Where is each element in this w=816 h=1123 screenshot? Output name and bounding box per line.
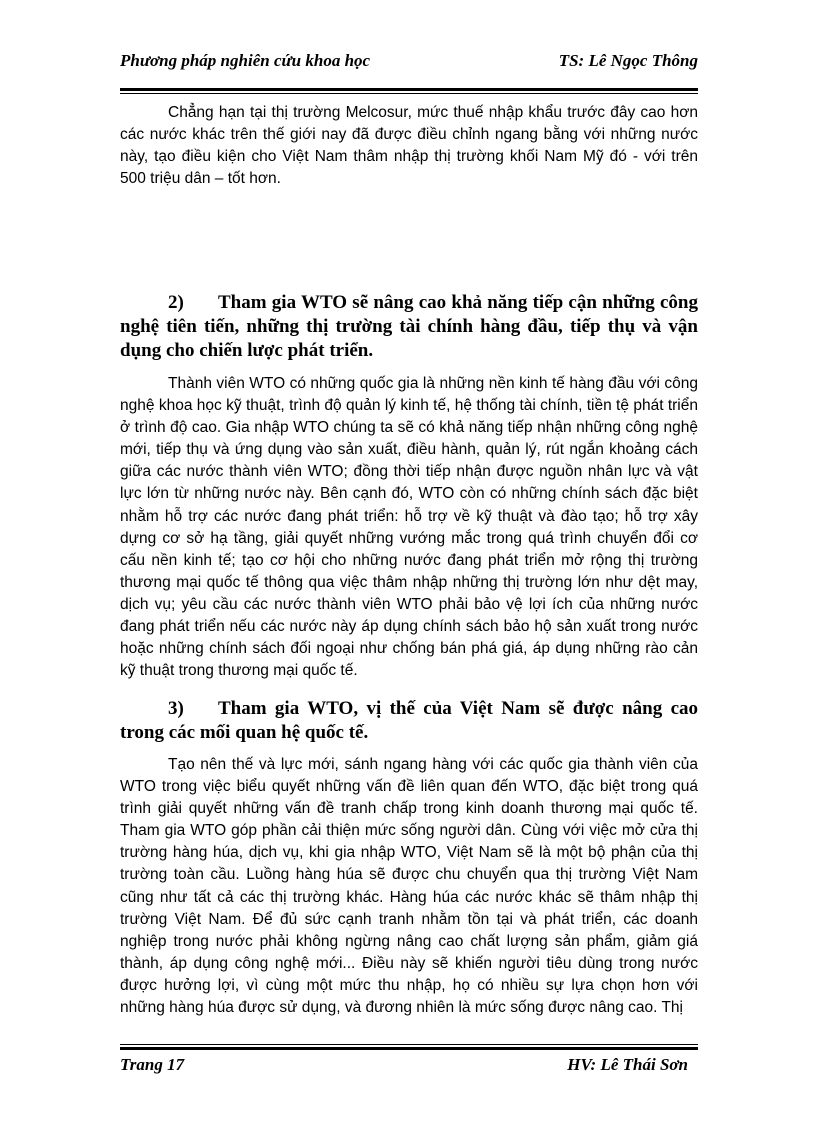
section-2-paragraph: Thành viên WTO có những quốc gia là những nền kinh tế hàng đầu với công nghệ khoa học kỹ thuật, trình độ quản lý kinh tế, hệ thống tài chính, tiền tệ phát triển ở trình độ cao. Gia nhập WTO chúng ta sẽ có khả năng tiếp nhận những công nghệ mới, tiếp thụ và ứng dụng vào sản xuất, điều hành, quản lý, rút ngắn khoảng cách giữa các nước thành viên WTO; đồng thời tiếp nhận được nguồn nhân lực và vật lực lớn từ những nước này. Bên cạnh đó, WTO còn có những chính sách đặc biệt nhằm hỗ trợ các nước đang phát triển: hỗ trợ về kỹ thuật và đào tạo; hỗ trợ xây dựng cơ sở hạ tầng, giải quyết những vướng mắc trong quá trình chuyển đổi cơ cấu nền kinh tế; tạo cơ hội cho những nước đang phát triển mở rộng thị trường thương mại quốc tế thông qua việc thâm nhập những thị trường lớn như dệt may, dịch vụ; yêu cầu các nước thành viên WTO phải bảo vệ lợi ích của những nước đang phát triển nếu các nước này áp dụng chính sách bảo hộ sản xuất trong nước hoặc những chính sách đối ngoại như chống bán phá giá, áp dụng những rào cản kỹ thuật trong thương mại quốc tế.	[120, 375, 698, 680]
page-footer	[120, 1054, 698, 1078]
footer-student: HV: Lê Thái Sơn	[567, 1055, 688, 1074]
section-3-title: Tham gia WTO, vị thế của Việt Nam sẽ được nâng cao trong các mối quan hệ quốc tế.	[120, 698, 698, 743]
intro-paragraph: Chẳng hạn tại thị trường Melcosur, mức thuế nhập khẩu trước đây cao hơn các nước khác trên thế giới nay đã được điều chỉnh ngang bằng với những nước này, tạo điều kiện cho Việt Nam thâm nhập thị trường khối Nam Mỹ đó - với trên 500 triệu dân – tốt hơn.	[120, 104, 698, 188]
header-instructor: TS: Lê Ngọc Thông	[558, 51, 698, 70]
page-header	[120, 50, 698, 76]
footer-page-number: Trang 17	[120, 1055, 185, 1074]
header-rule	[120, 88, 698, 91]
section-3-heading	[120, 697, 698, 745]
header-course-title: Phương pháp nghiên cứu khoa học	[120, 51, 371, 70]
section-3-paragraph: Tạo nên thế và lực mới, sánh ngang hàng với các quốc gia thành viên của WTO trong việc biểu quyết những vấn đề liên quan đến WTO, đặc biệt trong quá trình giải quyết những vấn đề tranh chấp trong kinh doanh thương mại quốc tế. Tham gia WTO góp phần cải thiện mức sống người dân. Cùng với việc mở cửa thị trường hàng húa, dịch vụ, khi gia nhập WTO, Việt Nam sẽ là một bộ phận của thị trường toàn cầu. Luồng hàng húa sẽ được chu chuyển qua thị trường Việt Nam cũng như tất cả các thị trường khác. Hàng húa các nước khác sẽ thâm nhập thị trường Việt Nam. Để đủ sức cạnh tranh nhằm tồn tại và phát triển, các doanh nghiệp trong nước phải không ngừng nâng cao chất lượng sản phẩm, giảm giá thành, áp dụng công nghệ mới... Điều này sẽ khiến người tiêu dùng trong nước được hưởng lợi, vì cùng một mức thu nhập, họ có nhiều sự lựa chọn hơn với những hàng húa được sử dụng, và đương nhiên là mức sống được nâng cao. Thị	[120, 756, 698, 1017]
footer-rule	[120, 1044, 698, 1045]
section-2-title: Tham gia WTO sẽ nâng cao khả năng tiếp cận những công nghệ tiên tiến, những thị trường tài chính hàng đầu, tiếp thụ và vận dụng cho chiến lược phát triển.	[120, 292, 698, 361]
section-2-heading	[120, 291, 698, 363]
section-3-number: 3)	[168, 698, 184, 719]
section-2-number: 2)	[168, 292, 184, 313]
